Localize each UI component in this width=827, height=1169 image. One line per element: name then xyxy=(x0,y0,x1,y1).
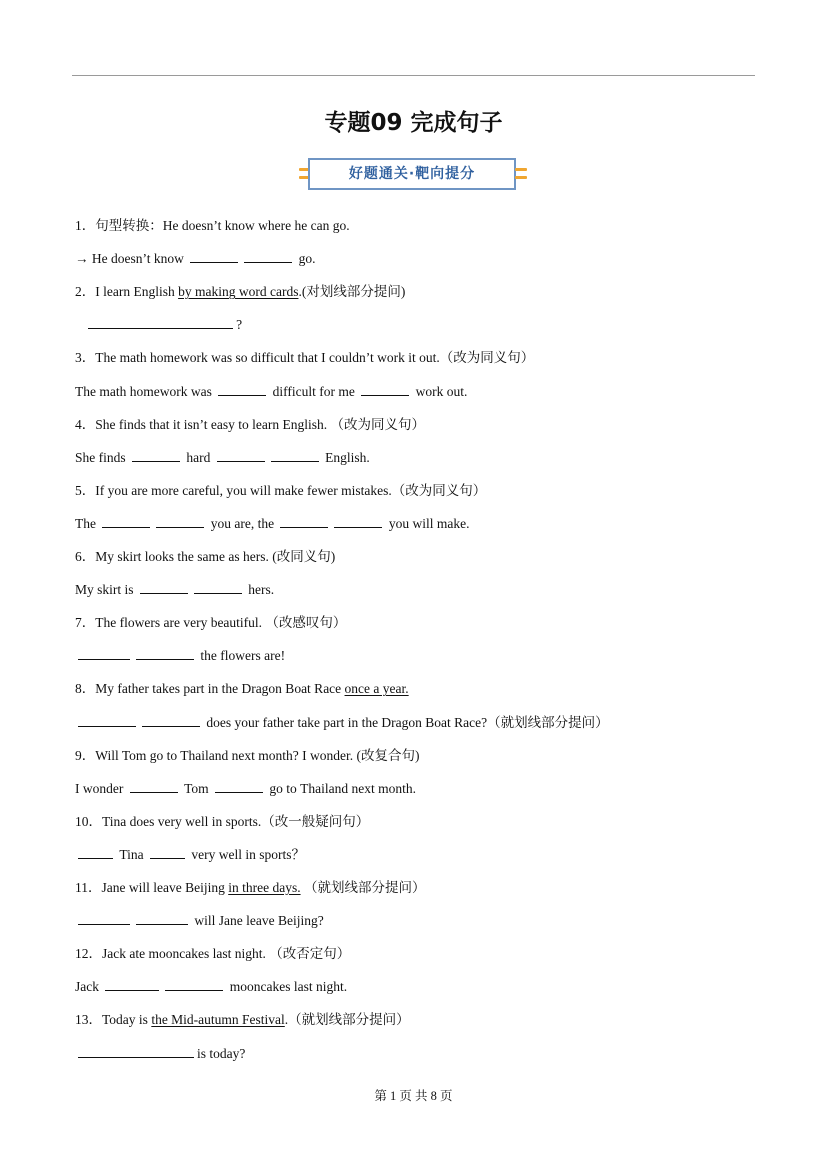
question-4-answer xyxy=(75,449,370,467)
answer-blank[interactable] xyxy=(334,515,382,528)
answer-text: She finds xyxy=(75,449,129,465)
question-10-answer xyxy=(75,846,305,864)
page-title: 专题09 完成句子 xyxy=(324,110,503,136)
answer-blank[interactable] xyxy=(88,316,233,329)
question-3-answer xyxy=(75,383,467,401)
answer-text: hard xyxy=(183,449,214,465)
question-12-answer xyxy=(75,978,347,996)
answer-blank[interactable] xyxy=(132,449,180,462)
answer-blank[interactable] xyxy=(78,1045,194,1058)
answer-text: Tina xyxy=(116,846,148,862)
question-text: 2．I learn English xyxy=(75,284,179,300)
answer-text: does your father take part in the Dragon Boat Race?（就划线部分提问） xyxy=(203,714,609,730)
question-text: 5．If you are more careful, you will make fewer mistakes.（改为同义句） xyxy=(75,482,487,498)
answer-text: will Jane leave Beijing? xyxy=(191,913,324,929)
underlined-phrase: in three days. xyxy=(228,880,301,895)
question-11-answer xyxy=(75,912,324,930)
question-13-prompt xyxy=(75,1011,410,1029)
question-4-prompt xyxy=(75,416,425,434)
answer-text: go to Thailand next month. xyxy=(266,780,417,796)
answer-text: The math homework was xyxy=(75,383,216,399)
answer-blank[interactable] xyxy=(78,846,113,859)
answer-blank[interactable] xyxy=(102,515,150,528)
answer-blank[interactable] xyxy=(130,780,178,793)
answer-blank[interactable] xyxy=(361,383,409,396)
question-10-prompt xyxy=(75,813,369,831)
answer-text: Jack xyxy=(75,979,103,995)
answer-blank[interactable] xyxy=(78,714,136,727)
question-text: 3．The math homework was so difficult that I couldn’t work it out.（改为同义句） xyxy=(75,350,535,366)
answer-blank[interactable] xyxy=(165,978,223,991)
question-text: 6．My skirt looks the same as hers. (改同义句) xyxy=(75,549,336,564)
question-8-answer xyxy=(75,714,609,732)
answer-blank[interactable] xyxy=(150,846,185,859)
question-1-answer xyxy=(75,250,316,268)
question-text: 12．Jack ate mooncakes last night. （改否定句） xyxy=(75,946,351,962)
answer-blank[interactable] xyxy=(156,515,204,528)
answer-blank[interactable] xyxy=(190,250,238,263)
underlined-phrase: by making word cards xyxy=(178,284,299,300)
answer-blank[interactable] xyxy=(194,581,242,594)
question-1-prompt xyxy=(75,217,350,235)
answer-text: The xyxy=(75,515,100,531)
question-5-prompt xyxy=(75,482,486,500)
answer-blank[interactable] xyxy=(217,449,265,462)
answer-blank[interactable] xyxy=(142,714,200,727)
question-text: 10．Tina does very well in sports.（改一般疑问句） xyxy=(75,813,370,829)
answer-blank[interactable] xyxy=(215,780,263,793)
question-text: .(对划线部分提问) xyxy=(298,284,406,300)
answer-blank[interactable] xyxy=(271,449,319,462)
question-text: （就划线部分提问） xyxy=(300,880,426,895)
question-text: 13．Today is xyxy=(75,1012,152,1028)
answer-text: is today? xyxy=(197,1045,246,1061)
answer-text: → He doesn’t know xyxy=(75,251,188,267)
answer-text: very well in sports？ xyxy=(188,846,306,862)
answer-blank[interactable] xyxy=(105,978,159,991)
question-6-prompt xyxy=(75,548,335,566)
answer-blank[interactable] xyxy=(136,912,188,925)
question-7-prompt xyxy=(75,614,346,632)
answer-text: difficult for me xyxy=(269,383,359,399)
section-banner xyxy=(299,156,527,194)
banner-label: 好题通关·靶向提分 xyxy=(348,166,476,182)
answer-text: the flowers are! xyxy=(197,648,286,664)
answer-blank[interactable] xyxy=(78,912,130,925)
question-text: 1．句型转换：He doesn’t know where he can go. xyxy=(75,218,350,233)
question-8-prompt xyxy=(75,680,409,698)
question-11-prompt xyxy=(75,879,425,897)
question-text: 4．She finds that it isn’t easy to learn English. （改为同义句） xyxy=(75,416,425,432)
header-rule xyxy=(72,75,755,76)
answer-blank[interactable] xyxy=(244,250,292,263)
banner-right-bar-bottom xyxy=(515,176,527,179)
answer-text xyxy=(75,317,85,332)
question-text: 8．My father takes part in the Dragon Boat Race xyxy=(75,681,345,697)
question-12-prompt xyxy=(75,945,350,963)
question-7-answer xyxy=(75,647,285,665)
question-2-prompt xyxy=(75,283,405,301)
answer-blank[interactable] xyxy=(218,383,266,396)
answer-text: Tom xyxy=(180,780,213,796)
answer-text: you are, the xyxy=(207,515,278,531)
answer-text: hers. xyxy=(244,582,275,598)
answer-text: mooncakes last night. xyxy=(226,979,348,995)
question-9-answer xyxy=(75,780,416,798)
answer-text: English. xyxy=(321,449,370,465)
question-text: .（就划线部分提问） xyxy=(284,1012,410,1028)
question-13-answer xyxy=(75,1045,245,1063)
answer-blank[interactable] xyxy=(136,647,194,660)
answer-text: you will make. xyxy=(385,515,470,531)
answer-text: go. xyxy=(295,251,316,267)
banner-right-bar-top xyxy=(515,168,527,171)
question-5-answer xyxy=(75,515,469,533)
answer-blank[interactable] xyxy=(140,581,188,594)
underlined-phrase: once a year. xyxy=(344,681,409,697)
question-9-prompt xyxy=(75,747,419,765)
question-text: 7．The flowers are very beautiful. （改感叹句） xyxy=(75,615,347,631)
answer-text: My skirt is xyxy=(75,582,137,598)
page-footer: 第 1 页 共 8 页 xyxy=(374,1089,453,1103)
question-2-answer xyxy=(75,316,242,334)
question-text: 9．Will Tom go to Thailand next month? I wonder. (改复合句) xyxy=(75,747,420,763)
question-6-answer xyxy=(75,581,274,599)
question-text: 11．Jane will leave Beijing xyxy=(75,880,229,895)
answer-text: work out. xyxy=(412,383,468,399)
answer-blank[interactable] xyxy=(280,515,328,528)
underlined-phrase: the Mid-autumn Festival xyxy=(151,1012,285,1028)
question-3-prompt xyxy=(75,349,534,367)
answer-text: I wonder xyxy=(75,780,127,796)
answer-blank[interactable] xyxy=(78,647,130,660)
answer-text: ? xyxy=(236,317,243,333)
